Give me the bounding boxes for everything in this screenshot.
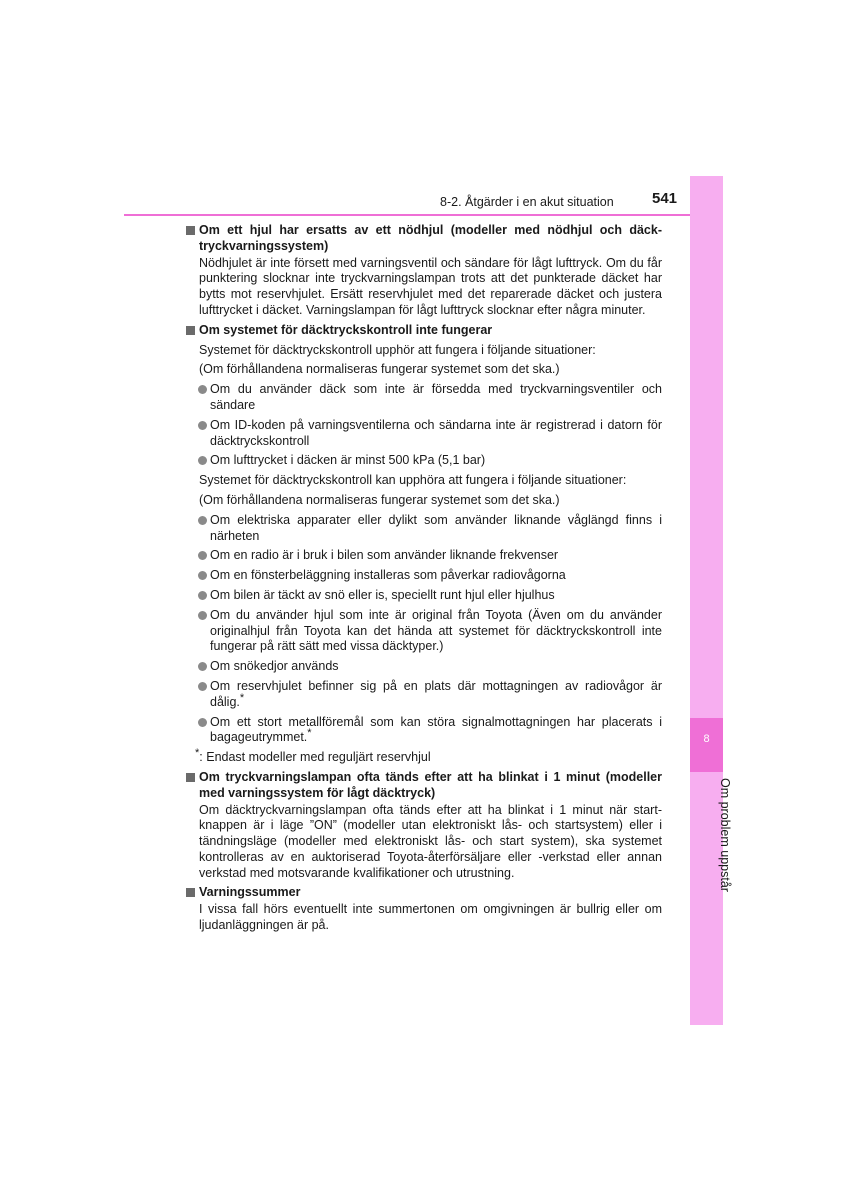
chapter-number-tab <box>690 718 723 772</box>
chapter-label: Om problem uppstår <box>718 778 732 892</box>
page-content <box>186 223 662 934</box>
page-number: 541 <box>652 190 678 207</box>
list-item: Om en fönsterbeläggning installeras som påverkar radiovågorna <box>186 568 662 584</box>
section-body: Nödhjulet är inte försett med varningsventil och sändare för lågt lufttryck. Om du får punktering slocknar inte tryckvarningslampan trots att det punkterade däcket har bytts mot reservhjulet. Ersätt reservhjulet med det reparerade däcket och justera lufttrycket i däcket. Varningslampan för lågt lufttryck slocknar efter några minuter. <box>199 255 662 317</box>
round-bullet-icon <box>198 516 207 525</box>
list-item: Om du använder hjul som inte är original från Toyota (Även om du använder originalhjul från Toyota kan det hända att systemet för däcktryckskontroll inte fungerar på rätt sätt med vissa däcktyper.) <box>186 608 662 655</box>
round-bullet-icon <box>198 456 207 465</box>
footnote-marker: * <box>307 727 312 740</box>
square-bullet-icon <box>186 888 195 897</box>
section-body: I vissa fall hörs eventuellt inte summertonen om omgivningen är bullrig eller om ljudanläggningen är på. <box>199 902 662 933</box>
square-bullet-icon <box>186 226 195 235</box>
list-item: Om snökedjor används <box>186 659 662 675</box>
square-bullet-icon <box>186 773 195 782</box>
chapter-number: 8 <box>703 733 710 745</box>
round-bullet-icon <box>198 718 207 727</box>
section-note: (Om förhållandena normaliseras fungerar systemet som det ska.) <box>199 492 560 507</box>
section-body: Om däcktryckvarningslampan ofta tänds efter att ha blinkat i 1 minut när startknappen är i läge ”ON” (modeller utan elektroniskt lås- och startsystem) eller i tändningsläge (modeller med elektroniskt lås- och start system), ska systemet kontrolleras av en auktoriserad Toyota-återförsäljare eller -verkstad eller annan verkstad med motsvarande kvalifikationer och utrustning. <box>199 802 662 880</box>
chapter-tab-background <box>690 176 723 718</box>
round-bullet-icon <box>198 551 207 560</box>
section-heading: Om systemet för däcktryckskontroll inte fungerar <box>186 323 662 339</box>
round-bullet-icon <box>198 571 207 580</box>
round-bullet-icon <box>198 682 207 691</box>
list-item: Om du använder däck som inte är försedda med tryckvarningsventiler och sändare <box>186 382 662 414</box>
list-item: Om en radio är i bruk i bilen som använder liknande frekvenser <box>186 548 662 564</box>
footnote-marker: * <box>239 691 245 704</box>
section-heading: Om tryckvarningslampan ofta tänds efter att ha blinkat i 1 minut (modeller med varningssystem för lågt däcktryck) <box>186 770 662 802</box>
section-title: 8-2. Åtgärder i en akut situation <box>440 195 614 209</box>
round-bullet-icon <box>198 662 207 671</box>
section-heading: Om ett hjul har ersatts av ett nödhjul (modeller med nödhjul och däcktryckvarningssystem) <box>186 223 662 255</box>
section-heading: Varningssummer <box>186 885 662 901</box>
section-note: (Om förhållandena normaliseras fungerar systemet som det ska.) <box>199 362 560 377</box>
round-bullet-icon <box>198 421 207 430</box>
list-item: Om ID-koden på varningsventilerna och sändarna inte är registrerad i datorn för däcktryckskontroll <box>186 418 662 450</box>
section-text: Systemet för däcktryckskontroll upphör att fungera i följande situationer: <box>199 342 596 357</box>
round-bullet-icon <box>198 591 207 600</box>
round-bullet-icon <box>198 385 207 394</box>
section-text: Systemet för däcktryckskontroll kan upphöra att fungera i följande situationer: <box>199 473 627 488</box>
list-item: Om lufttrycket i däcken är minst 500 kPa (5,1 bar) <box>186 453 662 469</box>
footnote: *: Endast modeller med reguljärt reservhjul <box>195 747 431 765</box>
footnote-marker: * <box>195 747 200 760</box>
square-bullet-icon <box>186 326 195 335</box>
round-bullet-icon <box>198 611 207 620</box>
list-item: Om reservhjulet befinner sig på en plats där mottagningen av radiovågor är dålig.* <box>186 679 662 711</box>
header-rule <box>124 214 690 216</box>
list-item: Om ett stort metallföremål som kan störa signalmottagningen har placerats i bagageutrymmet.* <box>186 715 662 747</box>
list-item: Om elektriska apparater eller dylikt som använder liknande våglängd finns i närheten <box>186 513 662 545</box>
list-item: Om bilen är täckt av snö eller is, speciellt runt hjul eller hjulhus <box>186 588 662 604</box>
